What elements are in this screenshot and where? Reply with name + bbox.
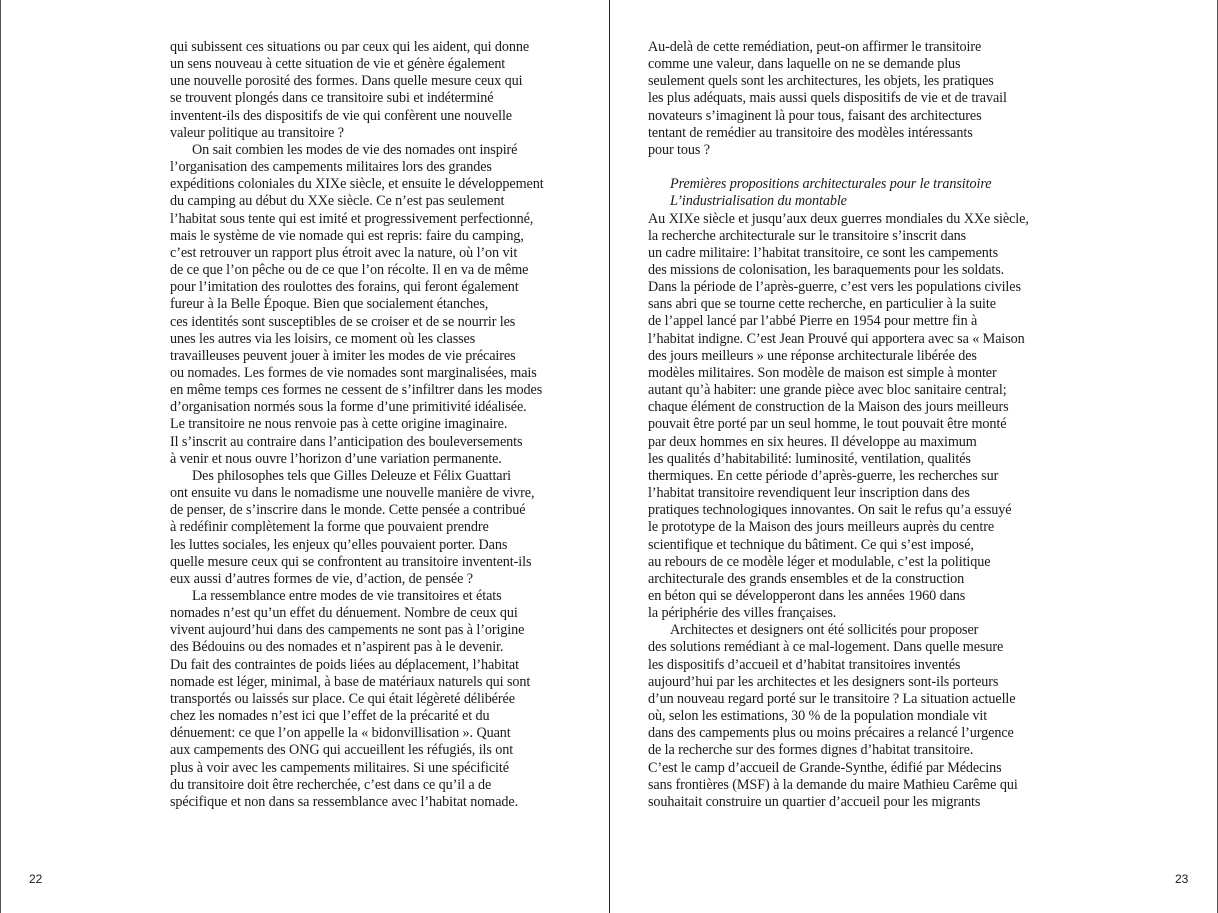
text-line: ou nomades. Les formes de vie nomades sont marginalisées, mais (170, 364, 537, 381)
text-line: de la recherche sur des formes dignes d’habitat transitoire. (648, 742, 974, 759)
text-line: de l’appel lancé par l’abbé Pierre en 1954 pour mettre fin à (648, 313, 978, 330)
text-line: le prototype de la Maison des jours meilleurs auprès du centre (648, 519, 995, 536)
text-line: des Bédouins ou des nomades et n’aspirent pas à le devenir. (170, 639, 504, 656)
section-heading-line: L’industrialisation du montable (670, 193, 847, 210)
text-line: Au-delà de cette remédiation, peut-on affirmer le transitoire (648, 39, 982, 55)
text-line: pour l’imitation des roulottes des forains, qui feront également (170, 279, 519, 296)
text-line: l’habitat transitoire revendiquent leur inscription dans des (648, 485, 970, 502)
text-line: Il s’inscrit au contraire dans l’anticipation des bouleversements (170, 433, 523, 450)
text-line: souhaitait construire un quartier d’accueil pour les migrants (648, 793, 981, 810)
text-line: tentant de remédier au transitoire des modèles intéressants (648, 124, 973, 141)
text-line: nomades n’est qu’un effet du dénuement. Nombre de ceux qui (170, 605, 518, 622)
text-line: en béton qui se développeront dans les années 1960 dans (648, 587, 966, 604)
section-heading-line: Premières propositions architecturales pour le transitoire (670, 176, 992, 193)
text-line: chez les nomades n’est ici que l’effet de la précarité et du (170, 708, 490, 725)
text-line: modèles militaires. Son modèle de maison est simple à monter (648, 364, 997, 381)
text-line: Le transitoire ne nous renvoie pas à cette origine imaginaire. (170, 416, 508, 433)
text-line: les luttes sociales, les enjeux qu’elles pouvaient porter. Dans (170, 536, 508, 553)
text-line: des solutions remédiant à ce mal-logement. Dans quelle mesure (648, 639, 1004, 656)
text-line: un sens nouveau à cette situation de vie et génère également (170, 56, 506, 73)
text-line: pouvait être porté par un seul homme, le tout pouvait être monté (648, 416, 1007, 433)
text-line: nomade est léger, minimal, à base de matériaux naturels qui sont (170, 673, 531, 690)
text-line: seulement quels sont les architectures, les objets, les pratiques (648, 73, 994, 90)
text-line: expéditions coloniales du XIXe siècle, et ensuite le développement (170, 176, 544, 193)
text-line: Au XIXe siècle et jusqu’aux deux guerres mondiales du XXe siècle, (648, 210, 1029, 227)
text-line: sans abri que se tourne cette recherche, en particulier à la suite (648, 296, 996, 313)
text-line: un cadre militaire: l’habitat transitoire, ce sont les campements (648, 244, 999, 261)
text-line: se trouvent plongés dans ce transitoire subi et indéterminé (170, 90, 494, 107)
text-line: novateurs s’imaginent là pour tous, faisant des architectures (648, 107, 982, 124)
text-line: travailleuses peuvent jouer à imiter les modes de vie précaires (170, 347, 516, 364)
text-line: C’est le camp d’accueil de Grande-Synthe, édifié par Médecins (648, 759, 1002, 776)
text-line: de penser, de s’inscrire dans le monde. Cette pensée a contribué (170, 502, 526, 519)
text-line: du transitoire doit être recherchée, c’est dans ce qu’il a de (170, 776, 492, 793)
text-line: Dans la période de l’après-guerre, c’est vers les populations civiles (648, 279, 1021, 296)
text-line: en même temps ces formes ne cessent de s’infiltrer dans les modes (170, 382, 543, 399)
text-line: de ce que l’on pêche ou de ce que l’on récolte. Il en va de même (170, 262, 529, 279)
text-line: du camping au début du XXe siècle. Ce n’est pas seulement (170, 193, 505, 210)
blank-line (648, 159, 1060, 176)
text-line: au rebours de ce modèle léger et modulable, c’est la politique (648, 553, 991, 570)
text-line: où, selon les estimations, 30 % de la population mondiale vit (648, 708, 988, 725)
text-line: vivent aujourd’hui dans des campements ne sont pas à l’origine (170, 622, 525, 639)
text-line: une nouvelle porosité des formes. Dans quelle mesure ceux qui (170, 73, 523, 90)
text-line: ces identités sont susceptibles de se croiser et de se nourrir les (170, 313, 516, 330)
right-page (610, 0, 1218, 913)
text-line: aux campements des ONG qui accueillent les réfugiés, ils ont (170, 742, 514, 759)
text-line: la périphérie des villes françaises. (648, 605, 837, 622)
text-line: mais le système de vie nomade qui est repris: faire du camping, (170, 227, 524, 244)
text-line: eux aussi d’autres formes de vie, d’action, de pensée ? (170, 570, 473, 587)
text-line: spécifique et non dans sa ressemblance avec l’habitat nomade. (170, 793, 519, 810)
text-line: l’habitat sous tente qui est imité et progressivement perfectionné, (170, 210, 534, 227)
text-line: On sait combien les modes de vie des nomades ont inspiré (192, 141, 518, 158)
page-number: 22 (29, 872, 43, 886)
text-line: Architectes et designers ont été sollicités pour proposer (670, 622, 979, 639)
text-line: l’habitat indigne. C’est Jean Prouvé qui apportera avec sa « Maison (648, 330, 1025, 347)
text-line: fureur à la Belle Époque. Bien que socialement étanches, (170, 296, 489, 313)
text-line: unes les autres via les loisirs, ce moment où les classes (170, 330, 476, 347)
text-line: à venir et nous ouvre l’horizon d’une variation permanente. (170, 450, 502, 467)
text-line: quelle mesure ceux qui se confrontent au transitoire inventent-ils (170, 553, 532, 570)
text-line: chaque élément de construction de la Maison des jours meilleurs (648, 399, 1009, 416)
text-line: transportés ou laissés sur place. Ce qui était légèreté délibérée (170, 690, 515, 707)
text-line: scientifique et technique du bâtiment. Ce qui s’est imposé, (648, 536, 974, 553)
text-line: La ressemblance entre modes de vie transitoires et états (192, 588, 502, 604)
page-number: 23 (1175, 872, 1189, 886)
text-line: à redéfinir complètement la forme que pouvaient prendre (170, 519, 489, 536)
text-line: les plus adéquats, mais aussi quels dispositifs de vie et de travail (648, 90, 1007, 107)
text-line: des missions de colonisation, les baraquements pour les soldats. (648, 262, 1005, 279)
text-line: inventent-ils des dispositifs de vie qui confèrent une nouvelle (170, 107, 513, 124)
text-line: les dispositifs d’accueil et d’habitat transitoires inventés (648, 656, 961, 673)
text-line: ont ensuite vu dans le nomadisme une nouvelle manière de vivre, (170, 485, 535, 502)
text-line: par deux hommes en six heures. Il développe au maximum (648, 433, 977, 450)
text-line: plus à voir avec les campements militaires. Si une spécificité (170, 759, 509, 776)
left-page-body (170, 39, 570, 811)
text-line: architecturale des grands ensembles et de la construction (648, 570, 965, 587)
text-line: d’un nouveau regard porté sur le transitoire ? La situation actuelle (648, 690, 1016, 707)
text-line: Des philosophes tels que Gilles Deleuze et Félix Guattari (192, 467, 511, 484)
text-line: pour tous ? (648, 141, 710, 158)
text-line: autant qu’à habiter: une grande pièce avec bloc sanitaire central; (648, 382, 1007, 399)
text-line: c’est retrouver un rapport plus étroit avec la nature, où l’on vit (170, 244, 518, 261)
right-page-body (648, 39, 1060, 811)
text-line: sans frontières (MSF) à la demande du maire Mathieu Carême qui (648, 776, 1018, 793)
text-line: dénuement: ce que l’on appelle la « bidonvillisation ». Quant (170, 725, 511, 742)
text-line: aujourd’hui par les architectes et les designers sont-ils porteurs (648, 673, 999, 690)
text-line: comme une valeur, dans laquelle on ne se demande plus (648, 56, 961, 73)
text-line: des jours meilleurs » une réponse architecturale libérée des (648, 347, 977, 364)
text-line: thermiques. En cette période d’après-guerre, les recherches sur (648, 467, 999, 484)
text-line: pratiques technologiques innovantes. On sait le refus qu’a essuyé (648, 502, 1012, 519)
text-line: l’organisation des campements militaires lors des grandes (170, 159, 492, 176)
text-line: dans des campements plus ou moins précaires a relancé l’urgence (648, 725, 1014, 742)
text-line: qui subissent ces situations ou par ceux qui les aident, qui donne (170, 39, 530, 55)
text-line: la recherche architecturale sur le transitoire s’inscrit dans (648, 227, 967, 244)
text-line: valeur politique au transitoire ? (170, 124, 344, 141)
text-line: les qualités d’habitabilité: luminosité, ventilation, qualités (648, 450, 971, 467)
text-line: d’organisation normés sous la forme d’une primitivité idéalisée. (170, 399, 527, 416)
text-line: Du fait des contraintes de poids liées au déplacement, l’habitat (170, 656, 519, 673)
